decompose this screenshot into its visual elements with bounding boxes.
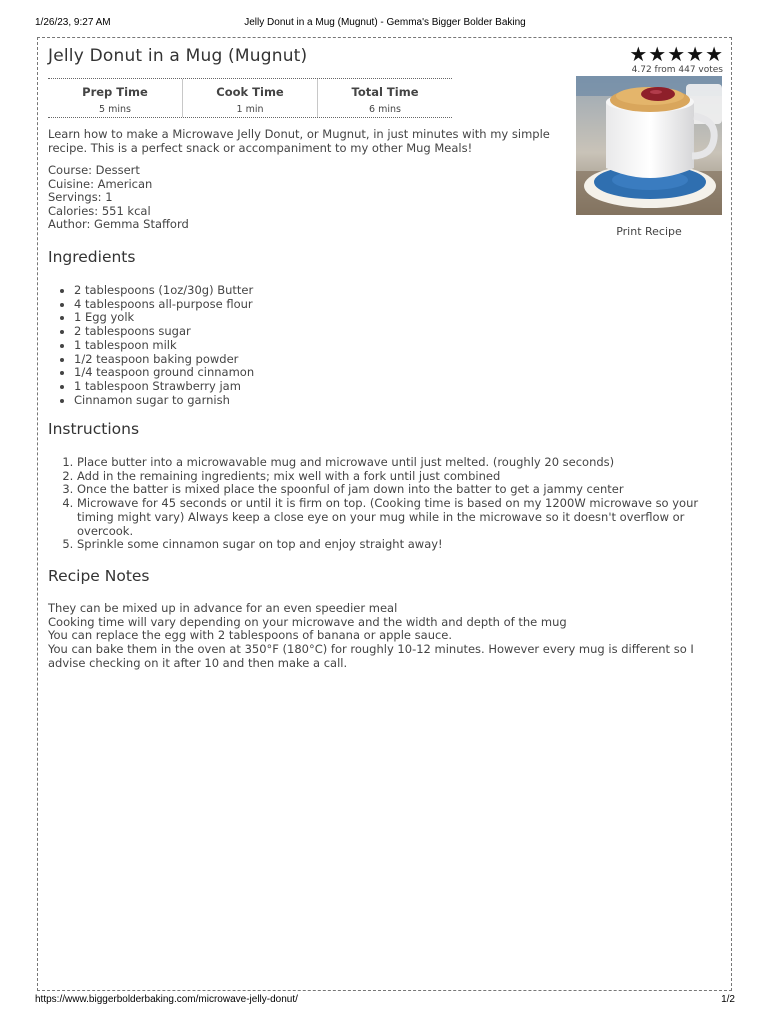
recipe-photo <box>576 76 722 215</box>
meta-cuisine: Cuisine: American <box>48 176 153 191</box>
time-label: Cook Time <box>216 85 284 99</box>
list-item: • 1/4 teaspoon ground cinnamon <box>74 366 554 380</box>
total-time <box>317 79 452 117</box>
rating-stars <box>613 44 723 64</box>
meta-course: Course: Dessert <box>48 163 140 177</box>
print-header <box>35 17 735 31</box>
rating-summary: 4.72 from 447 votes <box>631 65 723 75</box>
note-line: They can be mixed up in advance for an even speedier meal <box>48 601 398 615</box>
list-item: 1. Place butter into a microwavable mug and microwave until just melted. (roughly 20 seconds) <box>77 456 717 470</box>
list-item: 4. Microwave for 45 seconds or until it is firm on top. (Cooking time is based on my 1200W microwave so your timing might vary) Always keep a close eye on your mug while in the microwave so it doesn't overflow or overcook. <box>77 497 717 538</box>
page-number: 1/2 <box>721 994 735 1005</box>
print-url: https://www.biggerbolderbaking.com/microwave-jelly-donut/ <box>35 994 298 1005</box>
recipe-times <box>48 78 452 118</box>
star-icon[interactable]: ★ <box>648 42 667 66</box>
note-line: Cooking time will vary depending on your microwave and the width and depth of the mug <box>48 614 567 629</box>
recipe-notes <box>48 602 723 671</box>
list-item: • 4 tablespoons all-purpose flour <box>74 298 554 312</box>
note-line: You can bake them in the oven at 350°F (180°C) for roughly 10-12 minutes. However every mug is different so I advise checking on it after 10 and then make a call. <box>48 642 694 670</box>
list-item: • 2 tablespoons sugar <box>74 325 554 339</box>
list-item: 2. Add in the remaining ingredients; mix well with a fork until just combined <box>77 470 717 484</box>
list-item: 5. Sprinkle some cinnamon sugar on top and enjoy straight away! <box>77 538 717 552</box>
star-icon[interactable]: ★ <box>686 42 705 66</box>
list-item: • 1 tablespoon milk <box>74 339 554 353</box>
recipe-meta <box>48 164 189 232</box>
instructions-heading: Instructions <box>48 420 140 438</box>
print-document-title: Jelly Donut in a Mug (Mugnut) - Gemma's Bigger Bolder Baking <box>244 17 526 28</box>
print-datetime: 1/26/23, 9:27 AM <box>35 17 111 28</box>
ingredients-list <box>74 284 554 407</box>
prep-time <box>48 79 182 117</box>
ingredients-heading: Ingredients <box>48 248 136 266</box>
star-icon[interactable]: ★ <box>629 42 648 66</box>
note-line: You can replace the egg with 2 tablespoons of banana or apple sauce. <box>48 628 453 643</box>
list-item: • Cinnamon sugar to garnish <box>74 394 554 408</box>
time-value: 1 min <box>236 104 264 115</box>
meta-author: Author: Gemma Stafford <box>48 217 189 232</box>
time-label: Total Time <box>351 85 419 99</box>
star-icon[interactable]: ★ <box>705 42 723 66</box>
meta-calories: Calories: 551 kcal <box>48 203 151 218</box>
mug-donut-photo-icon <box>576 76 722 215</box>
list-item: • 1 tablespoon Strawberry jam <box>74 380 554 394</box>
cook-time <box>182 79 317 117</box>
star-icon[interactable]: ★ <box>667 42 686 66</box>
instructions-list <box>77 456 717 552</box>
recipe-card <box>37 37 732 991</box>
meta-servings: Servings: 1 <box>48 190 113 205</box>
time-value: 5 mins <box>99 104 131 115</box>
list-item: 3. Once the batter is mixed place the spoonful of jam down into the batter to get a jammy center <box>77 483 717 497</box>
time-label: Prep Time <box>82 85 148 99</box>
time-value: 6 mins <box>369 104 401 115</box>
recipe-rating <box>613 44 723 75</box>
list-item: • 1/2 teaspoon baking powder <box>74 353 554 367</box>
list-item: • 1 Egg yolk <box>74 311 554 325</box>
recipe-summary: Learn how to make a Microwave Jelly Donut, or Mugnut, in just minutes with my simple recipe. This is a perfect snack or accompaniment to my other Mug Meals! <box>48 127 550 155</box>
list-item: • 2 tablespoons (1oz/30g) Butter <box>74 284 554 298</box>
notes-heading: Recipe Notes <box>48 567 150 585</box>
print-footer <box>35 994 735 1008</box>
recipe-title: Jelly Donut in a Mug (Mugnut) <box>48 46 308 66</box>
print-recipe-link[interactable]: Print Recipe <box>616 225 682 238</box>
